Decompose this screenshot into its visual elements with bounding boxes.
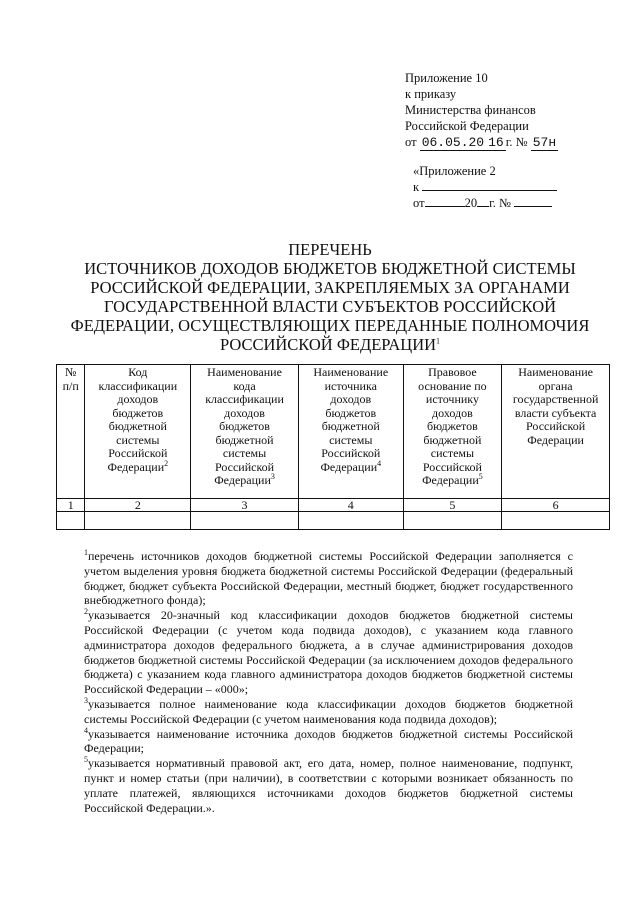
header-text: власти субъекта [514,405,597,420]
footnote [84,756,573,815]
footnote-ref: 3 [270,472,275,481]
header-text: Федерации [527,432,584,447]
header-text: Наименование [518,365,593,379]
footnote [84,549,573,608]
header-text: бюджетной [215,432,274,447]
attachment-date-line [405,134,558,151]
column-number: 1 [57,499,85,512]
attachment2-from: от [413,196,425,210]
header-text: бюджетной [321,419,380,433]
header-text: Федерации [107,459,165,474]
table-cell [403,512,502,530]
footnote-marker: 5 [84,755,88,765]
blank-line [477,195,489,207]
blank-line [514,195,552,207]
header-text: источнику [425,392,479,406]
footnote-ref: 1 [436,336,441,346]
column-number: 6 [502,499,610,512]
attachment2-block [413,163,557,211]
column-number: 5 [403,499,502,512]
header-text: органа [538,378,573,393]
header-text: № [65,365,77,379]
column-number: 3 [191,499,299,512]
sources-table [56,364,610,530]
table-cell [85,512,191,530]
header-text: Российской [321,446,381,460]
footnote-ref: 2 [164,458,169,468]
column-header [403,365,502,499]
footnote-text: перечень источников доходов бюджетной системы Российской Федерации заполняется с учетом выделения уровня бюджета бюджетной системы Российской Федерации (федеральный бюджет, бюджет субъекта Российской Федерации, местный бюджет, бюджет государственного внебюджетного фонда); [84,549,573,608]
header-text: Наименование [313,365,389,379]
column-header [57,365,85,499]
title-line [60,335,600,354]
blank-line [425,195,465,207]
attachment2-number-label: г. № [489,196,511,210]
footnote-marker: 4 [84,725,88,735]
attachment2-century: 20 [464,196,478,210]
header-text: системы [329,432,373,447]
attachment2-line [413,179,557,195]
header-text: бюджетов [427,419,478,433]
header-text: классификации [98,378,178,393]
header-text: доходов [117,392,159,406]
header-text: системы [222,446,267,460]
footnote-text: указывается 20-значный код классификации доходов бюджетов бюджетной системы Российской Федерации (с учетом кода подвида доходов), с указанием кода главного администратора доходов федерального бюджета, а в случае администрирования доходов бюджетов бюджетной системы Российской Федерации (за исключением доходов федерального бюджета) с указанием кода главного администратора доходов бюджетов бюджетной системы Российской Федерации – «000»; [84,608,573,697]
title-line: ФЕДЕРАЦИИ, ОСУЩЕСТВЛЯЮЩИХ ПЕРЕДАННЫЕ ПОЛНОМОЧИЯ [70,316,590,335]
table-number-row [57,499,610,512]
table-cell [298,512,403,530]
attachment-line: Министерства финансов [405,103,536,117]
attachment-line: Российской Федерации [405,119,529,133]
title-line: ПЕРЕЧЕНЬ [288,240,372,259]
footnote [84,608,573,697]
attachment2-line: «Приложение 2 [413,164,496,178]
header-text: Российской [214,459,275,474]
column-number: 2 [85,499,191,512]
column-number: 4 [298,499,403,512]
column-header [502,365,610,499]
handwritten-year: 16 [488,135,504,150]
header-text: бюджетов [219,419,270,433]
column-header [85,365,191,499]
header-text: доходов [224,405,265,420]
header-text: кода [233,378,256,393]
column-header [298,365,403,499]
header-text: доходов [432,405,473,420]
footnote-text: указывается наименование источника доходов бюджетов бюджетной системы Российской Федерации; [84,726,573,756]
handwritten-number: 57н [532,135,557,150]
table-header-row [57,365,610,499]
footnote-ref: 5 [478,472,483,481]
footnote-marker: 3 [84,695,88,705]
header-text: Федерации [214,473,271,487]
footnote-text: указывается нормативный правовой акт, его дата, номер, полное наименование, подпункт, пункт и номер статьи (при наличии), в соответствии с которыми возникает обязанность по уплате платежей, являющихся источниками доходов бюджетов бюджетной системы Российской Федерации.». [84,756,573,815]
footnote-marker: 2 [84,607,88,617]
header-text: системы [116,432,160,447]
blank-line [422,179,557,191]
header-text: доходов [330,392,372,406]
table-cell [502,512,610,530]
header-text: бюджетной [423,432,482,447]
title-line-text: РОССИЙСКОЙ ФЕДЕРАЦИИ [219,335,437,354]
header-text: бюджетов [112,405,164,420]
header-text: классификации [205,392,284,406]
attachment2-line [413,195,557,211]
title-line: РОССИЙСКОЙ ФЕДЕРАЦИИ, ЗАКРЕПЛЯЕМЫХ ЗА ОРГАНАМИ [90,278,570,297]
header-text: основание по [418,378,487,393]
header-text: источника [324,378,377,393]
footnote [84,697,573,727]
footnote [84,727,573,757]
handwritten-date: 06.05.20 [421,135,485,150]
year-label: г. № [505,135,528,149]
footnote-text: указывается полное наименование кода классификации доходов бюджетов бюджетной системы Российской Федерации (с учетом наименования кода подвида доходов); [84,696,573,726]
footnote-marker: 1 [84,548,88,557]
document-title [60,240,600,354]
header-text: Российской [422,459,482,474]
header-text: Правовое [428,365,477,379]
column-header [191,365,299,499]
header-text: Российской [108,446,168,460]
attachment-line: Приложение 10 [405,71,488,85]
header-text: Федерации [422,473,479,487]
table-cell [57,512,85,530]
table-cell [191,512,299,530]
footnote-ref: 4 [377,458,382,468]
title-line: ГОСУДАРСТВЕННОЙ ВЛАСТИ СУБЪЕКТОВ РОССИЙСКОЙ [103,297,557,316]
header-text: Наименование [207,365,282,379]
title-line: ИСТОЧНИКОВ ДОХОДОВ БЮДЖЕТОВ БЮДЖЕТНОЙ СИСТЕМЫ [84,259,576,278]
header-text: Код [128,365,148,379]
header-text: Российской [526,419,586,433]
header-text: бюджетов [325,405,377,420]
footnotes-block [84,549,573,815]
table-row [57,512,610,530]
header-text: системы [430,446,475,460]
attachment-block [405,70,558,151]
header-text: п/п [62,378,79,393]
attachment-line: к приказу [405,87,457,101]
header-text: Федерации [320,459,378,474]
header-text: государственной [512,392,599,406]
date-prefix: от [405,135,417,149]
attachment2-to: к [413,180,420,194]
header-text: бюджетной [108,419,167,433]
